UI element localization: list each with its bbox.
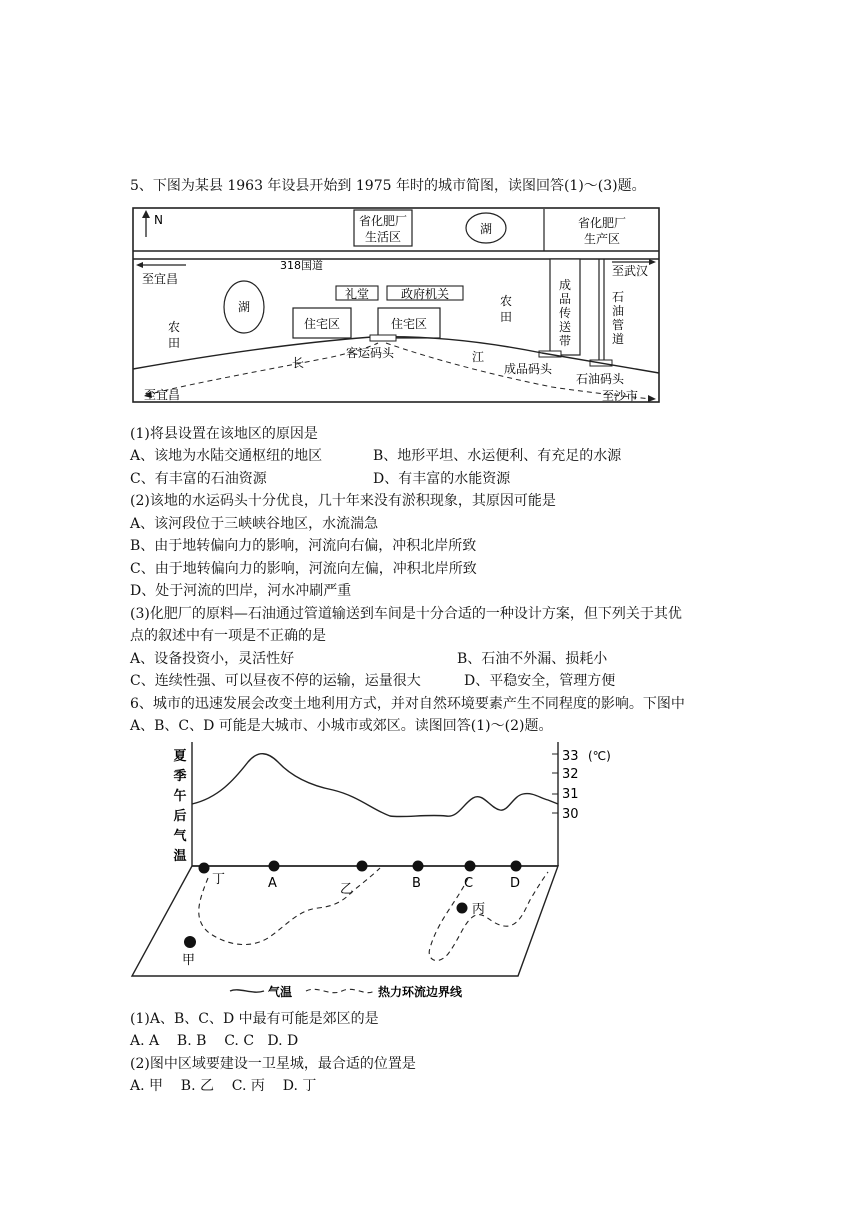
q5-p2-opt-d: D、处于河流的凹岸，河水冲刷严重 <box>130 583 352 599</box>
q5-p3-opt-a: A、设备投资小，灵活性好 <box>130 651 295 667</box>
point-yi-label: 乙 <box>340 882 354 897</box>
tick-33: 33 <box>562 749 579 764</box>
point-d-dot <box>511 861 522 872</box>
point-bing-label: 丙 <box>472 902 486 917</box>
to-shashi: 至沙市 <box>602 389 639 403</box>
point-a-label: A <box>268 876 277 891</box>
q6-p2-options: A. 甲 B. 乙 C. 丙 D. 丁 <box>130 1078 317 1094</box>
point-b-dot <box>413 861 424 872</box>
temperature-curve <box>192 754 558 817</box>
passenger-wharf: 客运码头 <box>345 346 395 360</box>
ylabel-4: 后 <box>173 809 187 824</box>
farmland-left-l2: 田 <box>168 336 181 350</box>
residential-2: 住宅区 <box>390 317 428 331</box>
conveyor-2: 品 <box>558 292 572 306</box>
point-ding-dot <box>199 863 210 874</box>
farmland-right-l1: 农 <box>500 294 513 308</box>
q5-p3-question-l2: 点的叙述中有一项是不正确的是 <box>130 628 326 644</box>
conveyor-5: 带 <box>558 334 572 348</box>
q5-p3-question-l1: (3)化肥厂的原料—石油通过管道输送到车间是十分合适的一种设计方案，但下列关于其优 <box>130 606 682 622</box>
point-ding-label: 丁 <box>212 872 226 887</box>
hall-label: 礼堂 <box>344 287 370 301</box>
point-jia-dot <box>184 936 196 948</box>
lake-top-label: 湖 <box>479 222 493 236</box>
oil-wharf: 石油码头 <box>576 372 625 386</box>
oil-pipe-1: 石 <box>611 290 625 304</box>
q5-p3-opt-b: B、石油不外漏、损耗小 <box>457 651 608 667</box>
q5-p2-opt-b: B、由于地转偏向力的影响，河流向右偏，冲积北岸所致 <box>130 538 477 554</box>
unit-label: (℃) <box>588 749 611 763</box>
q5-p3-opt-d: D、平稳安全，管理方便 <box>464 673 616 689</box>
north-label: N <box>154 213 163 227</box>
point-d-label: D <box>510 876 521 891</box>
legend-temp: 气温 <box>268 985 293 999</box>
river-char-2: 江 <box>472 350 485 364</box>
product-wharf: 成品码头 <box>504 362 553 376</box>
ylabel-5: 气 <box>173 829 187 844</box>
q5-p2-opt-a: A、该河段位于三峡峡谷地区，水流湍急 <box>130 516 379 532</box>
conveyor-3: 传 <box>558 306 572 320</box>
ylabel-1: 夏 <box>173 749 187 764</box>
q5-p1-opt-b: B、地形平坦、水运便利、有充足的水源 <box>373 448 622 464</box>
river-char-1: 长 <box>292 356 305 370</box>
north-arrow-icon <box>142 210 150 237</box>
legend-boundary: 热力环流边界线 <box>378 985 463 999</box>
q5-p1-question: (1)将县设置在该地区的原因是 <box>130 426 318 442</box>
farmland-right-l2: 田 <box>500 310 513 324</box>
q5-p1-opt-a: A、该地为水陆交通枢纽的地区 <box>130 448 323 464</box>
temperature-figure <box>128 740 622 1002</box>
q5-stem: 5、下图为某县 1963 年设县开始到 1975 年时的城市简图，读图回答(1)～(3)题。 <box>130 178 646 194</box>
point-bing-dot <box>457 903 468 914</box>
ylabel-6: 温 <box>173 849 187 864</box>
tick-30: 30 <box>562 807 579 822</box>
point-c-label: C <box>464 876 474 891</box>
point-jia-label: 甲 <box>182 953 196 968</box>
oil-pipe-2: 油 <box>611 304 625 318</box>
to-wuhan: 至武汉 <box>612 264 649 278</box>
point-a-dot <box>269 861 280 872</box>
point-c-dot <box>465 861 476 872</box>
q5-p2-question: (2)该地的水运码头十分优良，几十年来没有淤积现象，其原因可能是 <box>130 493 556 509</box>
q6-p2-question: (2)图中区域要建设一卫星城，最合适的位置是 <box>130 1056 416 1072</box>
fert-prod-l2: 生产区 <box>583 232 621 246</box>
to-yichang-top: 至宜昌 <box>142 272 179 286</box>
city-map-figure <box>132 207 660 403</box>
residential-1: 住宅区 <box>303 317 341 331</box>
conveyor-4: 送 <box>558 320 572 334</box>
tick-31: 31 <box>562 787 579 802</box>
q5-p1-opt-c: C、有丰富的石油资源 <box>130 471 267 487</box>
ylabel-2: 季 <box>173 769 187 784</box>
fert-living-l1: 省化肥厂 <box>358 214 408 228</box>
oil-pipe-4: 道 <box>611 332 625 346</box>
q6-stem-l2: A、B、C、D 可能是大城市、小城市或郊区。读图回答(1)～(2)题。 <box>130 718 553 734</box>
q6-p1-question: (1)A、B、C、D 中最有可能是郊区的是 <box>130 1011 379 1027</box>
q5-p1-opt-d: D、有丰富的水能资源 <box>373 471 511 487</box>
conveyor-1: 成 <box>558 278 572 292</box>
gov-label: 政府机关 <box>400 287 450 301</box>
fert-living-l2: 生活区 <box>364 230 402 244</box>
road-label: 318国道 <box>280 259 323 272</box>
farmland-left-l1: 农 <box>168 320 181 334</box>
point-yi-dot <box>357 861 368 872</box>
to-yichang-bottom: 至宜昌 <box>144 388 181 402</box>
boundary-right <box>429 872 548 961</box>
fert-prod-l1: 省化肥厂 <box>577 216 627 230</box>
q5-p2-opt-c: C、由于地转偏向力的影响，河流向左偏，冲积北岸所致 <box>130 561 477 577</box>
oil-pipe-3: 管 <box>611 318 625 332</box>
lake-left-label: 湖 <box>237 300 251 314</box>
tick-32: 32 <box>562 767 579 782</box>
q6-stem-l1: 6、城市的迅速发展会改变土地利用方式，并对自然环境要素产生不同程度的影响。下图中 <box>130 696 685 712</box>
boundary-left <box>199 868 380 945</box>
q6-p1-options: A. A B. B C. C D. D <box>130 1033 299 1049</box>
ylabel-3: 午 <box>173 789 187 804</box>
q5-p3-opt-c: C、连续性强、可以昼夜不停的运输，运量很大 <box>130 673 421 689</box>
point-b-label: B <box>412 876 421 891</box>
